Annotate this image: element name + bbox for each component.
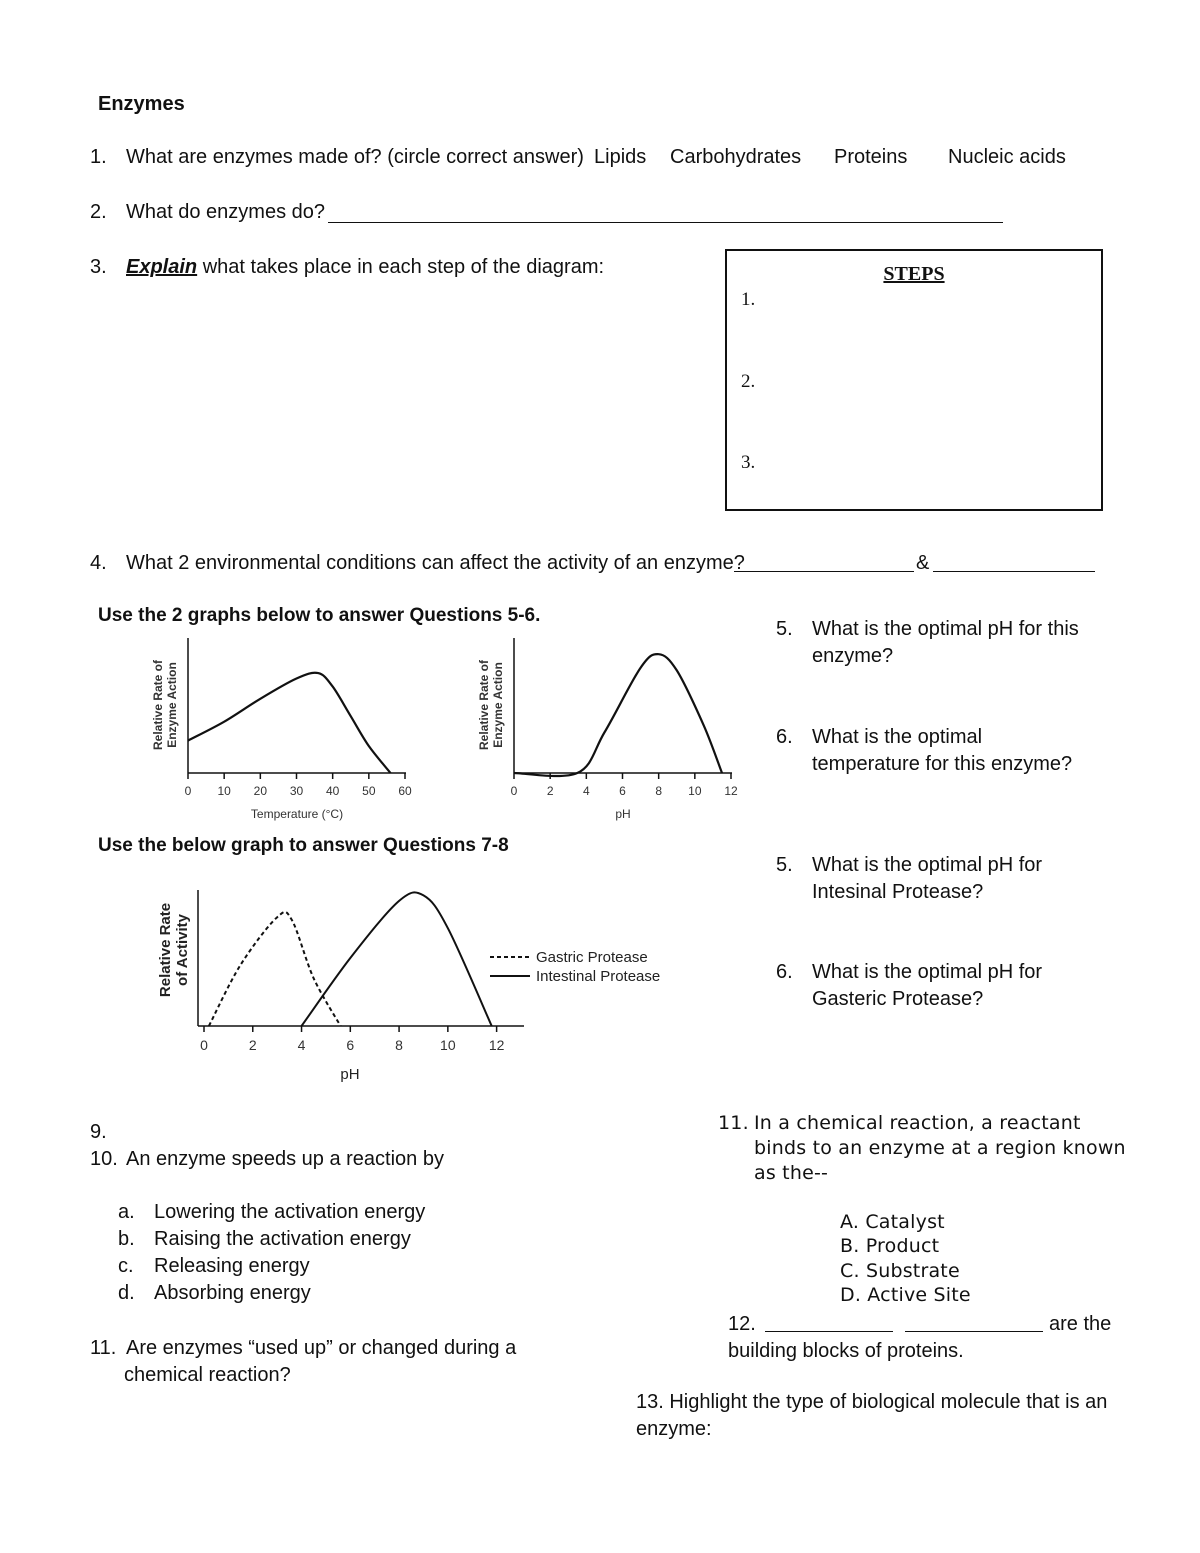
choice-c[interactable] — [118, 1254, 310, 1278]
y-axis-label: Enzyme Action — [165, 662, 179, 748]
question-line: What is the optimal pH for this — [812, 618, 1079, 640]
question-text: An enzyme speeds up a reaction by — [126, 1148, 444, 1170]
x-tick-label: 12 — [724, 784, 738, 798]
question-line: temperature for this enzyme? — [812, 753, 1073, 775]
question-number: 6. — [776, 726, 793, 748]
steps-box — [725, 249, 1103, 511]
x-tick-label: 8 — [655, 784, 663, 798]
legend-gastric-label: Gastric Protease — [536, 949, 648, 966]
series-line — [514, 654, 722, 776]
intestinal-protease-line — [302, 892, 492, 1026]
y-axis-label: Relative Rate — [157, 902, 174, 998]
choice-letter: b. — [118, 1228, 135, 1250]
question-11-left — [90, 1336, 516, 1360]
x-tick-label: 10 — [217, 784, 231, 798]
question-10 — [90, 1147, 444, 1171]
question-text: What 2 environmental conditions can affect the activity of an enzyme? — [126, 552, 745, 574]
answer-blank-2[interactable] — [933, 553, 1095, 572]
choice-product[interactable]: B. Product — [840, 1235, 940, 1257]
emphasis-word: Explain — [126, 256, 198, 278]
question-11-right — [718, 1112, 1081, 1135]
answer-blank[interactable] — [328, 204, 1003, 223]
y-axis-label: Enzyme Action — [491, 662, 505, 748]
question-number: 11. — [90, 1337, 117, 1359]
question-1 — [90, 145, 584, 169]
choice-a[interactable] — [118, 1200, 425, 1224]
question-2 — [90, 200, 325, 224]
choice-b[interactable] — [118, 1227, 411, 1251]
answer-blank-1[interactable] — [765, 1313, 893, 1332]
question-text: what takes place in each step of the diagram: — [202, 256, 605, 278]
question-line: chemical reaction? — [124, 1364, 291, 1386]
question-line: enzyme? — [812, 645, 894, 667]
question-line: binds to an enzyme at a region known — [754, 1137, 1126, 1159]
right-question — [776, 617, 1079, 641]
x-tick-label: 20 — [253, 784, 268, 798]
question-number: 11. — [718, 1112, 749, 1134]
question-number: 3. — [90, 256, 107, 278]
x-tick-label: 0 — [184, 784, 192, 798]
right-question — [776, 960, 1042, 984]
question-13-line1: 13. Highlight the type of biological molecule that is an — [636, 1391, 1108, 1413]
choice-text: Raising the activation energy — [154, 1228, 411, 1250]
question-3 — [90, 255, 604, 279]
answer-blank-1[interactable] — [734, 553, 914, 572]
x-tick-label: 6 — [619, 784, 626, 798]
question-text: What do enzymes do? — [126, 201, 325, 223]
choice-letter: a. — [118, 1201, 135, 1223]
x-tick-label: 0 — [510, 784, 518, 798]
right-question — [776, 725, 982, 749]
choice-letter: c. — [118, 1255, 134, 1277]
question-line: Gasteric Protease? — [812, 988, 984, 1010]
ampersand: & — [916, 552, 930, 574]
choice-d[interactable] — [118, 1281, 311, 1305]
choice-text: Releasing energy — [154, 1255, 310, 1277]
legend-intestinal-label: Intestinal Protease — [536, 968, 661, 985]
question-line: What is the optimal — [812, 726, 983, 748]
choice-catalyst[interactable]: A. Catalyst — [840, 1211, 945, 1233]
x-tick-label: 0 — [200, 1037, 208, 1053]
x-tick-label: 2 — [546, 784, 554, 798]
question-line: In a chemical reaction, a reactant — [754, 1112, 1081, 1134]
section-heading-5-6: Use the 2 graphs below to answer Questions 5-6. — [98, 605, 541, 626]
choice-text: Absorbing energy — [154, 1282, 311, 1304]
gastric-protease-line — [209, 912, 341, 1026]
question-12-tail: are the — [1049, 1313, 1112, 1335]
option-proteins[interactable]: Proteins — [834, 146, 908, 168]
x-tick-label: 12 — [488, 1037, 505, 1053]
right-question — [776, 853, 1042, 877]
step-2: 2. — [741, 371, 756, 392]
x-tick-label: 10 — [688, 784, 702, 798]
step-3: 3. — [741, 452, 756, 473]
steps-title: STEPS — [883, 263, 945, 285]
x-tick-label: 50 — [362, 784, 376, 798]
x-tick-label: 30 — [289, 784, 304, 798]
question-9-number: 9. — [90, 1121, 107, 1143]
question-number: 10. — [90, 1148, 118, 1170]
question-number: 2. — [90, 201, 107, 223]
x-axis-label: pH — [340, 1066, 360, 1083]
y-axis-label: of Activity — [174, 914, 191, 986]
question-line: What is the optimal pH for — [812, 961, 1043, 983]
option-lipids[interactable]: Lipids — [594, 146, 647, 168]
x-tick-label: 10 — [440, 1037, 456, 1053]
question-number: 1. — [90, 146, 107, 168]
temperature-chart — [140, 630, 430, 825]
x-tick-label: 2 — [248, 1037, 257, 1053]
x-tick-label: 60 — [398, 784, 412, 798]
choice-text: Lowering the activation energy — [154, 1201, 426, 1223]
choice-letter: d. — [118, 1282, 135, 1304]
y-axis-label: Relative Rate of — [477, 659, 491, 751]
option-carbohydrates[interactable]: Carbohydrates — [670, 146, 802, 168]
question-12-number: 12. — [728, 1313, 756, 1335]
x-axis-label: Temperature (°C) — [250, 807, 344, 821]
ph-chart — [466, 630, 756, 825]
x-tick-label: 4 — [297, 1037, 306, 1053]
page-title: Enzymes — [98, 93, 185, 115]
question-number: 5. — [776, 854, 793, 876]
y-axis-label: Relative Rate of — [151, 659, 165, 751]
section-heading-7-8: Use the below graph to answer Questions 7-8 — [98, 835, 509, 856]
question-line: Are enzymes “used up” or changed during a — [126, 1337, 517, 1359]
answer-blank-2[interactable] — [905, 1313, 1043, 1332]
question-13-line2: enzyme: — [636, 1418, 712, 1440]
question-number: 6. — [776, 961, 793, 983]
choice-active-site[interactable]: D. Active Site — [840, 1284, 971, 1306]
question-4 — [90, 551, 745, 575]
question-line: Intesinal Protease? — [812, 881, 984, 903]
choice-substrate[interactable]: C. Substrate — [840, 1260, 960, 1282]
question-text: What are enzymes made of? (circle correct answer) — [126, 146, 584, 168]
series-line — [188, 673, 391, 773]
protease-chart — [150, 880, 690, 1090]
x-axis-label: pH — [615, 807, 631, 821]
x-tick-label: 40 — [325, 784, 340, 798]
question-number: 5. — [776, 618, 793, 640]
question-line: What is the optimal pH for — [812, 854, 1043, 876]
question-12-line2: building blocks of proteins. — [728, 1340, 964, 1362]
step-1: 1. — [741, 289, 756, 310]
x-tick-label: 8 — [395, 1037, 403, 1053]
question-line: as the-- — [754, 1162, 829, 1184]
question-number: 4. — [90, 552, 107, 574]
x-tick-label: 6 — [346, 1037, 355, 1053]
x-tick-label: 4 — [582, 784, 590, 798]
option-nucleic-acids[interactable]: Nucleic acids — [948, 146, 1066, 168]
